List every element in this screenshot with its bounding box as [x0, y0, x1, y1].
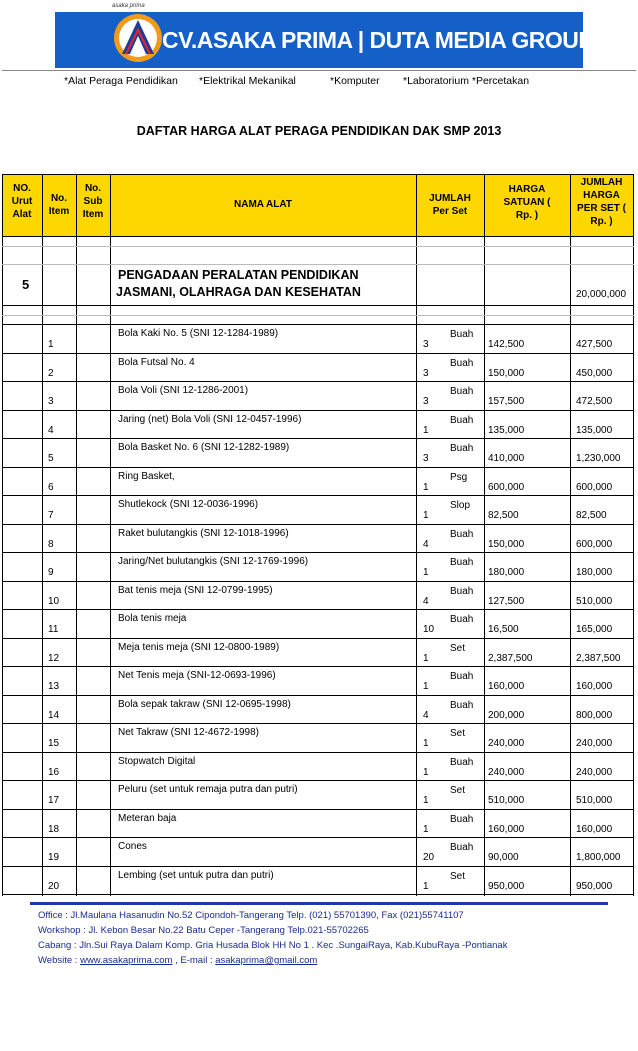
- row-item-name: Cones: [118, 841, 147, 852]
- row-qty: 10: [423, 624, 435, 635]
- row-total: 950,000: [576, 880, 613, 892]
- row-qty: 4: [423, 709, 429, 721]
- row-price: 510,000: [488, 795, 525, 806]
- grid-line: [2, 894, 634, 895]
- grid-line: [2, 695, 634, 696]
- row-no-item: 20: [48, 880, 60, 892]
- col-header-jumlah-per-set: JUMLAH Per Set: [429, 193, 471, 217]
- website-label: Website :: [38, 955, 81, 966]
- row-price: 600,000: [488, 481, 525, 493]
- email-link[interactable]: asakaprima@gmail.com: [215, 955, 318, 966]
- row-qty: 1: [423, 738, 429, 749]
- row-price: 150,000: [488, 538, 525, 550]
- grid-line: [2, 236, 634, 237]
- col-header-no-urut: NO. Urut Alat: [11, 183, 33, 220]
- grid-line: [2, 752, 634, 753]
- header-divider: [2, 70, 636, 71]
- grid-line: [2, 467, 634, 468]
- row-total: 450,000: [576, 367, 613, 379]
- row-qty: 1: [423, 510, 429, 521]
- company-name: CV.ASAKA PRIMA | DUTA MEDIA GROUP: [162, 27, 594, 53]
- row-total: 240,000: [576, 738, 613, 749]
- grid-line: [2, 324, 634, 325]
- row-unit: Buah: [450, 585, 474, 597]
- row-no-item: 15: [48, 738, 60, 749]
- row-no-item: 10: [48, 595, 60, 607]
- document-title: DAFTAR HARGA ALAT PERAGA PENDIDIKAN DAK SMP 2013: [136, 124, 502, 138]
- row-unit: Buah: [450, 699, 474, 711]
- grid-line: [2, 438, 634, 439]
- row-item-name: Net Tenis meja (SNI-12-0693-1996): [118, 670, 276, 681]
- row-qty: 1: [423, 823, 429, 835]
- row-price: 135,000: [488, 424, 525, 436]
- row-qty: 4: [423, 538, 429, 550]
- service-item: *Alat Peraga Pendidikan: [64, 75, 178, 87]
- row-price: 142,500: [488, 339, 525, 350]
- footer-workshop: Workshop : Jl. Kebon Besar No.22 Batu Ceper -Tangerang Telp.021-55702265: [38, 925, 369, 936]
- footer-office: Office : Jl.Maulana Hasanudin No.52 Cipondoh-Tangerang Telp. (021) 55701390, Fax (021)55741107: [38, 910, 464, 921]
- row-price: 160,000: [488, 823, 525, 835]
- row-no-item: 13: [48, 681, 60, 692]
- grid-line: [2, 638, 634, 639]
- row-item-name: Lembing (set untuk putra dan putri): [118, 869, 274, 881]
- row-price: 180,000: [488, 567, 525, 578]
- row-item-name: Meteran baja: [118, 812, 177, 824]
- row-unit: Buah: [450, 414, 474, 426]
- row-total: 1,230,000: [576, 453, 621, 464]
- row-price: 82,500: [488, 510, 519, 521]
- section-title-line1: PENGADAAN PERALATAN PENDIDIKAN: [118, 268, 359, 282]
- grid-line: [2, 866, 634, 867]
- row-total: 1,800,000: [576, 852, 621, 863]
- row-unit: Buah: [450, 842, 474, 853]
- grid-line: [2, 410, 634, 411]
- grid-line: [42, 174, 43, 896]
- row-item-name: Bola Kaki No. 5 (SNI 12-1284-1989): [118, 328, 279, 339]
- grid-line: [633, 174, 634, 896]
- row-total: 135,000: [576, 424, 613, 436]
- row-price: 16,500: [488, 624, 519, 635]
- email-label: , E-mail :: [172, 955, 216, 966]
- col-header-no-sub-item: No. Sub Item: [82, 183, 104, 220]
- row-item-name: Jaring/Net bulutangkis (SNI 12-1769-1996): [118, 556, 309, 567]
- logo-subtext: asaka prima: [112, 3, 145, 9]
- row-total: 800,000: [576, 709, 613, 721]
- grid-line: [2, 581, 634, 582]
- row-no-item: 7: [48, 510, 54, 521]
- grid-line: [2, 305, 634, 306]
- row-item-name: Shutlekock (SNI 12-0036-1996): [118, 499, 259, 510]
- grid-line: [2, 381, 634, 382]
- grid-line: [416, 174, 417, 896]
- row-qty: 1: [423, 795, 429, 806]
- website-link[interactable]: www.asakaprima.com: [80, 955, 173, 966]
- row-unit: Buah: [450, 614, 474, 625]
- row-no-item: 17: [48, 795, 60, 806]
- row-qty: 3: [423, 339, 429, 350]
- row-unit: Psg: [450, 471, 468, 483]
- row-price: 127,500: [488, 595, 525, 607]
- row-item-name: Bola sepak takraw (SNI 12-0695-1998): [118, 698, 291, 710]
- row-unit: Buah: [450, 528, 474, 540]
- row-price: 90,000: [488, 852, 519, 863]
- grid-line: [2, 315, 634, 316]
- row-item-name: Bat tenis meja (SNI 12-0799-1995): [118, 584, 273, 596]
- row-unit: Buah: [450, 756, 474, 768]
- grid-line: [2, 524, 634, 525]
- row-total: 165,000: [576, 624, 613, 635]
- row-unit: Buah: [450, 329, 474, 340]
- row-total: 510,000: [576, 795, 613, 806]
- row-item-name: Stopwatch Digital: [118, 755, 196, 767]
- row-total: 82,500: [576, 510, 607, 521]
- grid-line: [570, 174, 571, 896]
- row-unit: Set: [450, 785, 466, 796]
- row-total: 472,500: [576, 396, 613, 407]
- row-qty: 1: [423, 880, 429, 892]
- row-no-item: 18: [48, 823, 60, 835]
- footer-website: [38, 955, 317, 966]
- row-unit: Set: [450, 870, 466, 882]
- row-unit: Buah: [450, 357, 474, 369]
- row-unit: Buah: [450, 386, 474, 397]
- service-item: *Laboratorium *Percetakan: [403, 75, 530, 87]
- row-unit: Buah: [450, 671, 474, 682]
- row-no-item: 3: [48, 396, 54, 407]
- row-no-item: 1: [48, 339, 54, 350]
- row-no-item: 14: [48, 709, 60, 721]
- row-unit: Buah: [450, 443, 474, 454]
- row-total: 510,000: [576, 595, 613, 607]
- row-no-item: 9: [48, 567, 54, 578]
- col-header-nama-alat: NAMA ALAT: [234, 199, 292, 210]
- grid-line: [2, 666, 634, 667]
- grid-line: [2, 174, 3, 896]
- row-unit: Buah: [450, 813, 474, 825]
- row-no-item: 19: [48, 852, 60, 863]
- row-qty: 1: [423, 481, 429, 493]
- grid-line: [2, 837, 634, 838]
- row-total: 180,000: [576, 567, 613, 578]
- row-unit: Buah: [450, 557, 474, 568]
- row-item-name: Bola Basket No. 6 (SNI 12-1282-1989): [118, 442, 290, 453]
- row-no-item: 12: [48, 652, 60, 664]
- row-no-item: 8: [48, 538, 54, 550]
- row-price: 2,387,500: [488, 652, 533, 664]
- row-total: 600,000: [576, 538, 613, 550]
- row-unit: Set: [450, 642, 466, 654]
- col-header-no-item: No. Item: [48, 193, 70, 217]
- col-header-harga-satuan: HARGA SATUAN ( Rp. ): [503, 184, 551, 221]
- row-price: 240,000: [488, 738, 525, 749]
- row-no-item: 4: [48, 424, 54, 436]
- grid-line: [2, 246, 634, 247]
- row-total: 160,000: [576, 681, 613, 692]
- grid-line: [2, 353, 634, 354]
- footer-divider: [30, 902, 608, 905]
- grid-line: [2, 174, 634, 175]
- section-number: 5: [22, 277, 30, 292]
- section-total: 20,000,000: [576, 289, 627, 300]
- grid-line: [76, 174, 77, 896]
- service-item: *Komputer: [330, 75, 380, 87]
- row-no-item: 11: [48, 624, 59, 635]
- row-qty: 1: [423, 681, 429, 692]
- row-qty: 3: [423, 367, 429, 379]
- row-item-name: Ring Basket,: [118, 470, 175, 482]
- grid-line: [2, 495, 634, 496]
- row-total: 240,000: [576, 766, 613, 778]
- row-no-item: 2: [48, 367, 54, 379]
- section-title-line2: JASMANI, OLAHRAGA DAN KESEHATAN: [116, 285, 361, 299]
- row-item-name: Raket bulutangkis (SNI 12-1018-1996): [118, 527, 289, 539]
- grid-line: [2, 609, 634, 610]
- row-price: 240,000: [488, 766, 525, 778]
- grid-line: [2, 723, 634, 724]
- row-unit: Slop: [450, 500, 471, 511]
- grid-line: [484, 174, 485, 896]
- company-logo-icon: [112, 8, 164, 64]
- row-price: 410,000: [488, 453, 525, 464]
- grid-line: [2, 809, 634, 810]
- row-no-item: 5: [48, 453, 54, 464]
- row-item-name: Bola Futsal No. 4: [118, 356, 195, 368]
- grid-line: [110, 174, 111, 896]
- grid-line: [2, 780, 634, 781]
- row-qty: 1: [423, 424, 429, 436]
- row-qty: 4: [423, 595, 429, 607]
- services-list: [0, 75, 638, 91]
- grid-line: [2, 264, 634, 265]
- row-price: 200,000: [488, 709, 525, 721]
- row-item-name: Meja tenis meja (SNI 12-0800-1989): [118, 641, 280, 653]
- row-no-item: 6: [48, 481, 54, 493]
- row-qty: 1: [423, 766, 429, 778]
- row-item-name: Net Takraw (SNI 12-4672-1998): [118, 727, 259, 738]
- row-qty: 1: [423, 567, 429, 578]
- row-qty: 3: [423, 453, 429, 464]
- grid-line: [2, 552, 634, 553]
- footer-cabang: Cabang : Jln.Sui Raya Dalam Komp. Gria Husada Blok HH No 1 . Kec .SungaiRaya, Kab.KubuRaya -Pontianak: [38, 940, 508, 951]
- row-price: 150,000: [488, 367, 525, 379]
- row-no-item: 16: [48, 766, 60, 778]
- row-total: 2,387,500: [576, 652, 621, 664]
- row-price: 950,000: [488, 880, 525, 892]
- service-item: *Elektrikal Mekanikal: [199, 75, 296, 87]
- row-total: 160,000: [576, 823, 613, 835]
- row-qty: 3: [423, 396, 429, 407]
- row-total: 600,000: [576, 481, 613, 493]
- col-header-jumlah-harga: JUMLAH HARGA PER SET ( Rp. ): [577, 177, 626, 227]
- row-item-name: Bola tenis meja: [118, 613, 187, 624]
- row-total: 427,500: [576, 339, 613, 350]
- row-unit: Set: [450, 728, 466, 739]
- row-price: 160,000: [488, 681, 525, 692]
- row-qty: 1: [423, 652, 429, 664]
- row-item-name: Peluru (set untuk remaja putra dan putri): [118, 784, 298, 795]
- row-item-name: Jaring (net) Bola Voli (SNI 12-0457-1996): [118, 413, 302, 425]
- row-item-name: Bola Voli (SNI 12-1286-2001): [118, 385, 249, 396]
- row-price: 157,500: [488, 396, 525, 407]
- row-qty: 20: [423, 852, 435, 863]
